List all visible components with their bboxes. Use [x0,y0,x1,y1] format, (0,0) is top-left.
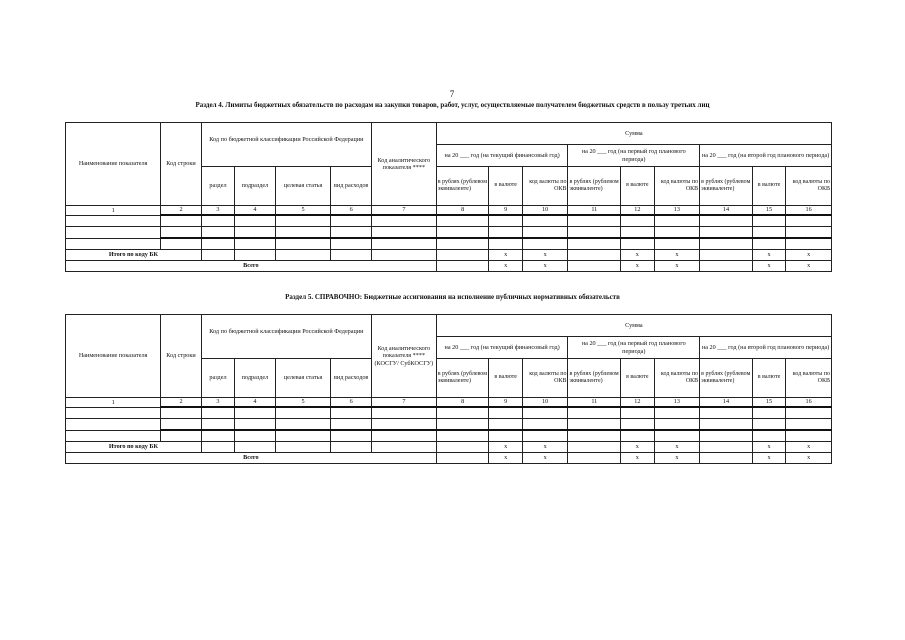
column-number: 3 [201,398,234,408]
table-cell [275,419,331,431]
table-cell [331,215,372,227]
column-number: 5 [275,398,331,408]
column-number: 1 [66,398,161,408]
column-number: 9 [489,398,522,408]
table-row [66,238,832,250]
table-cell [568,250,621,261]
column-number: 5 [275,206,331,216]
header-sum: Сумма [436,123,831,145]
x-mark: x [786,442,832,453]
table-cell [786,419,832,431]
header-sum: Сумма [436,315,831,337]
x-mark: x [786,261,832,272]
table-cell [201,250,234,261]
table-cell [654,238,700,250]
table-cell [700,238,753,250]
table-cell [436,430,489,442]
column-number: 9 [489,206,522,216]
column-number-row [66,206,832,216]
column-number: 11 [568,398,621,408]
header-year: на 20 ___ год (на первый год планового периода) [568,145,700,167]
table-cell [489,215,522,227]
table-cell [752,238,785,250]
table-cell [752,227,785,239]
table-cell [700,261,753,272]
table-cell [568,453,621,464]
x-mark: x [786,453,832,464]
table-cell [331,407,372,419]
table-cell [275,442,331,453]
header-sub-col: код валюты по ОКВ [786,167,832,206]
header-sub-col: в рублях (рублевом эквиваленте) [700,167,753,206]
header-sub-col: в валюте [621,359,654,398]
table-cell [331,227,372,239]
column-number: 10 [522,398,568,408]
header-sub-col: код валюты по ОКВ [522,359,568,398]
table-cell [752,430,785,442]
x-mark: x [489,453,522,464]
header-sub-col: в валюте [752,359,785,398]
table-cell [201,227,234,239]
header-name: Наименование показателя [66,123,161,206]
table-cell [700,430,753,442]
column-number: 6 [331,398,372,408]
table-cell [161,238,202,250]
table-cell [621,430,654,442]
table-cell [201,238,234,250]
header-bk-col: целевая статья [275,359,331,398]
column-number: 4 [235,206,276,216]
table-cell [568,261,621,272]
table-cell [436,419,489,431]
x-mark: x [654,261,700,272]
table-cell [235,215,276,227]
table-cell [752,407,785,419]
table-cell [436,250,489,261]
table-cell [621,419,654,431]
header-name: Наименование показателя [66,315,161,398]
header-year: на 20 ___ год (на текущий финансовый год) [436,337,568,359]
table-cell [700,453,753,464]
table-cell [654,407,700,419]
total-bk-label: Итого по коду БК [66,442,202,453]
total-row [66,453,832,464]
x-mark: x [522,261,568,272]
header-sub-col: код валюты по ОКВ [522,167,568,206]
table-cell [371,250,436,261]
table-cell [371,407,436,419]
section4-title: Раздел 4. Лимиты бюджетных обязательств по расходам на закупки товаров, работ, услуг, осуществляемые получателем бюджетных средств в пользу третьих лиц [195,101,710,109]
total-bk-row [66,442,832,453]
header-bk-group: Код по бюджетной классификации Российской Федерации [201,315,371,359]
table-cell [371,419,436,431]
column-number: 7 [371,206,436,216]
header-row [66,123,832,145]
column-number: 1 [66,206,161,216]
table-cell [522,215,568,227]
table-cell [66,215,161,227]
section5-table [65,314,832,464]
table-cell [275,407,331,419]
header-year: на 20 ___ год (на второй год планового периода) [700,145,832,167]
header-sub-col: в рублях (рублевом эквиваленте) [700,359,753,398]
table-cell [235,419,276,431]
table-cell [201,419,234,431]
table-cell [275,430,331,442]
table-cell [786,430,832,442]
column-number: 7 [371,398,436,408]
table-cell [436,442,489,453]
table-row [66,419,832,431]
table-cell [522,419,568,431]
x-mark: x [621,261,654,272]
table-cell [436,227,489,239]
table-cell [568,442,621,453]
table-cell [489,227,522,239]
table-cell [161,227,202,239]
x-mark: x [621,442,654,453]
table-cell [371,215,436,227]
header-analytic: Код аналитического показателя **** (КОСГУ/ СубКОСГУ) [371,315,436,398]
table-cell [700,419,753,431]
header-analytic: Код аналитического показателя **** [371,123,436,206]
table-cell [522,238,568,250]
x-mark: x [654,453,700,464]
table-cell [331,238,372,250]
table-cell [522,407,568,419]
table-cell [522,430,568,442]
table-cell [489,430,522,442]
table-cell [621,215,654,227]
total-bk-label: Итого по коду БК [66,250,202,261]
table-cell [786,407,832,419]
table-cell [201,442,234,453]
table-cell [331,250,372,261]
column-number: 12 [621,206,654,216]
table-cell [568,215,621,227]
x-mark: x [752,442,785,453]
table-cell [331,442,372,453]
column-number: 8 [436,398,489,408]
table-cell [66,238,161,250]
table-cell [161,407,202,419]
table-cell [161,215,202,227]
x-mark: x [489,261,522,272]
header-bk-col: раздел [201,167,234,206]
table-cell [161,430,202,442]
table-cell [235,227,276,239]
table-cell [66,407,161,419]
column-number-row [66,398,832,408]
x-mark: x [752,250,785,261]
section5-title: Раздел 5. СПРАВОЧНО: Бюджетные ассигнования на исполнение публичных нормативных обязательств [285,293,620,301]
table-cell [786,215,832,227]
x-mark: x [654,250,700,261]
table-cell [568,430,621,442]
table-row [66,430,832,442]
table-cell [786,238,832,250]
table-row [66,227,832,239]
header-code: Код строки [161,315,202,398]
x-mark: x [621,453,654,464]
table-cell [436,215,489,227]
table-cell [331,430,372,442]
table-cell [436,261,489,272]
table-cell [371,442,436,453]
section4-table [65,122,832,272]
header-bk-col: раздел [201,359,234,398]
table-cell [235,430,276,442]
table-cell [275,238,331,250]
table-cell [436,453,489,464]
table-cell [66,430,161,442]
table-cell [621,407,654,419]
header-sub-col: в рублях (рублевом эквиваленте) [568,359,621,398]
x-mark: x [489,250,522,261]
column-number: 14 [700,398,753,408]
header-bk-col: вид расходов [331,359,372,398]
table-cell [331,419,372,431]
table-cell [161,419,202,431]
page-number: 7 [449,89,455,99]
table-cell [371,430,436,442]
table-cell [489,419,522,431]
table-cell [654,430,700,442]
table-row [66,407,832,419]
table-cell [654,215,700,227]
header-sub-col: в валюте [489,359,522,398]
column-number: 16 [786,206,832,216]
table-cell [752,215,785,227]
header-year: на 20 ___ год (на текущий финансовый год) [436,145,568,167]
x-mark: x [522,442,568,453]
column-number: 16 [786,398,832,408]
column-number: 2 [161,398,202,408]
table-cell [568,419,621,431]
header-code: Код строки [161,123,202,206]
x-mark: x [522,250,568,261]
x-mark: x [752,261,785,272]
header-sub-col: в валюте [621,167,654,206]
column-number: 13 [654,398,700,408]
total-label: Всего [66,453,437,464]
table-cell [568,227,621,239]
table-cell [700,250,753,261]
table-cell [522,227,568,239]
header-sub-col: код валюты по ОКВ [654,359,700,398]
header-bk-col: вид расходов [331,167,372,206]
column-number: 8 [436,206,489,216]
table-cell [235,407,276,419]
table-cell [752,419,785,431]
table-cell [371,227,436,239]
table-cell [436,238,489,250]
x-mark: x [786,250,832,261]
header-sub-col: в рублях (рублевом эквиваленте) [436,359,489,398]
x-mark: x [489,442,522,453]
table-cell [489,407,522,419]
table-cell [371,238,436,250]
table-cell [654,419,700,431]
header-sub-col: в рублях (рублевом эквиваленте) [568,167,621,206]
table-row [66,215,832,227]
header-bk-group: Код по бюджетной классификации Российской Федерации [201,123,371,167]
header-sub-col: в валюте [489,167,522,206]
total-label: Всего [66,261,437,272]
table-cell [201,430,234,442]
header-year: на 20 ___ год (на второй год планового периода) [700,337,832,359]
column-number: 6 [331,206,372,216]
table-cell [201,407,234,419]
total-bk-row [66,250,832,261]
column-number: 15 [752,206,785,216]
table-cell [275,250,331,261]
header-sub-col: код валюты по ОКВ [786,359,832,398]
table-cell [275,227,331,239]
column-number: 11 [568,206,621,216]
table-cell [235,238,276,250]
column-number: 3 [201,206,234,216]
column-number: 10 [522,206,568,216]
table-cell [700,227,753,239]
column-number: 4 [235,398,276,408]
table-cell [654,227,700,239]
header-bk-col: подраздел [235,359,276,398]
table-cell [66,227,161,239]
x-mark: x [654,442,700,453]
total-row [66,261,832,272]
header-year: на 20 ___ год (на первый год планового периода) [568,337,700,359]
table-cell [621,227,654,239]
table-cell [66,419,161,431]
header-row [66,315,832,337]
column-number: 2 [161,206,202,216]
x-mark: x [621,250,654,261]
table-cell [235,250,276,261]
header-sub-col: в валюте [752,167,785,206]
table-cell [700,442,753,453]
table-cell [568,238,621,250]
header-sub-col: код валюты по ОКВ [654,167,700,206]
x-mark: x [752,453,785,464]
table-cell [235,442,276,453]
column-number: 15 [752,398,785,408]
table-cell [700,407,753,419]
table-cell [436,407,489,419]
header-sub-col: в рублях (рублевом эквиваленте) [436,167,489,206]
table-cell [201,215,234,227]
x-mark: x [522,453,568,464]
column-number: 13 [654,206,700,216]
column-number: 14 [700,206,753,216]
table-cell [568,407,621,419]
table-cell [621,238,654,250]
table-cell [700,215,753,227]
table-cell [786,227,832,239]
header-bk-col: подраздел [235,167,276,206]
header-bk-col: целевая статья [275,167,331,206]
table-cell [275,215,331,227]
column-number: 12 [621,398,654,408]
table-cell [489,238,522,250]
